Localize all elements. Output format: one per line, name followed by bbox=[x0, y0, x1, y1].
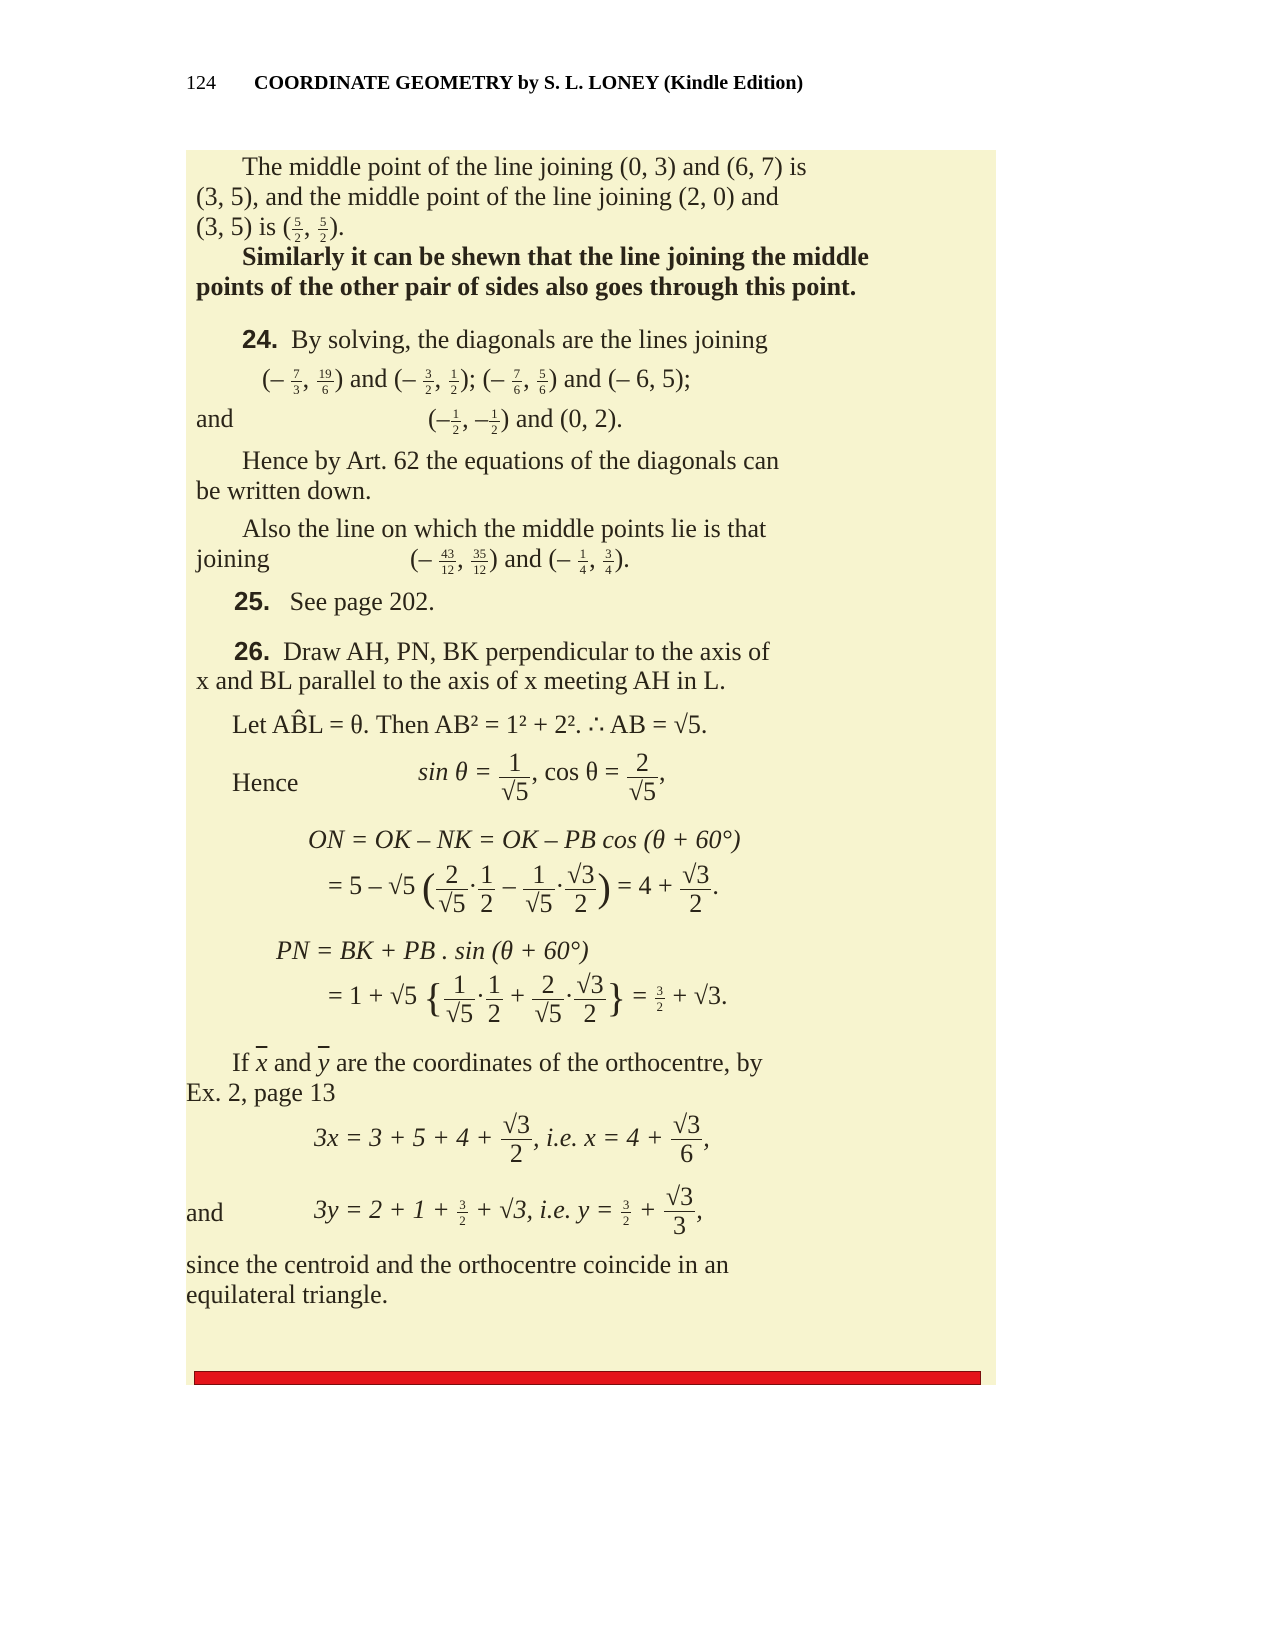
ex24-number: 24. bbox=[242, 324, 279, 354]
ex26-since1: since the centroid and the orthocentre coincide in an bbox=[186, 1250, 729, 1279]
ex25-number: 25. bbox=[234, 586, 271, 616]
ex26-hence: Hence bbox=[232, 768, 299, 797]
ex24-line3: (– $\frac{1}{2}$ , – $\frac{1}{2}$ ) and (0, 2). bbox=[428, 404, 623, 437]
ex26-since2: equilateral triangle. bbox=[186, 1280, 389, 1309]
ex26-ex-ref: Ex. 2, page 13 bbox=[186, 1078, 336, 1107]
para1-line3: (3, 5) is ( $\frac{5}{2}$ , $\frac{5}{2}$ ). bbox=[196, 212, 345, 245]
ex24-and: and bbox=[196, 404, 234, 433]
para1-line2: (3, 5), and the middle point of the line joining (2, 0) and bbox=[196, 182, 779, 211]
ex26-number: 26. bbox=[234, 636, 271, 666]
ex26-on-line: ON = OK – NK = OK – PB cos (θ + 60°) bbox=[308, 825, 741, 854]
ex26-eq-x: 3x = 3 + 5 + 4 + $\frac{√3}{2}$ , i.e. x = 4 + $\frac{√3}{6}$ , bbox=[314, 1110, 710, 1168]
running-title: COORDINATE GEOMETRY by S. L. LONEY (Kindle Edition) bbox=[254, 72, 804, 94]
ex24-line4: Hence by Art. 62 the equations of the diagonals can bbox=[242, 446, 780, 475]
page-number: 124 bbox=[186, 72, 216, 94]
page-end-bar bbox=[194, 1371, 981, 1385]
ex26-on-eq: = 5 – √5 ( $\frac{2}{√5}$ · $\frac{1}{2}$ – $\frac{1}{√5}$ · $\frac{√3}{2}$ ) = 4 + $\frac{√3}{2}$ . bbox=[328, 860, 719, 918]
ex26-eq-y: 3y = 2 + 1 + $\frac{3}{2}$ + √3, i.e. y = $\frac{3}{2}$ + $\frac{√3}{3}$ , bbox=[314, 1182, 703, 1240]
ex26-line1: 26. Draw AH, PN, BK perpendicular to the axis of bbox=[234, 636, 770, 666]
ex24-line7: (– $\frac{43}{12}$ , $\frac{35}{12}$ ) and (– $\frac{1}{4}$ , $\frac{3}{4}$ ). bbox=[410, 544, 630, 577]
frac: $\frac{5}{2}$ bbox=[294, 213, 301, 245]
ex26-if-line: If $\overline{x}$ and $\overline{y}$ are the coordinates of the orthocentre, by bbox=[232, 1048, 763, 1077]
para1-line1: The middle point of the line joining (0, 3) and (6, 7) is bbox=[242, 152, 807, 181]
ex26-eq-y-and: and bbox=[186, 1198, 224, 1227]
ex24-joining: joining bbox=[196, 544, 270, 573]
para1-line4: Similarly it can be shewn that the line joining the middle bbox=[242, 242, 869, 271]
ex26-let-line: Let AB̂L = θ. Then AB² = 1² + 2². ∴ AB = √5. bbox=[232, 710, 708, 739]
ex24-line2: (– $\frac{7}{3}$ , $\frac{19}{6}$ ) and (– $\frac{3}{2}$ , $\frac{1}{2}$ ); (– $\frac{7}{6}$ , $\frac{5}{6}$ ) and (– 6, 5); bbox=[262, 364, 691, 397]
para1-line5: points of the other pair of sides also goes through this point. bbox=[196, 272, 857, 301]
scanned-page bbox=[186, 150, 996, 1385]
ex24-line5: be written down. bbox=[196, 476, 372, 505]
page-header bbox=[186, 72, 803, 95]
ex26-line2: x and BL parallel to the axis of x meeting AH in L. bbox=[196, 666, 726, 695]
ex24-line6: Also the line on which the middle points lie is that bbox=[242, 514, 767, 543]
ex26-pn-line: PN = BK + PB . sin (θ + 60°) bbox=[276, 936, 589, 965]
ex26-pn-eq: = 1 + √5 { $\frac{1}{√5}$ · $\frac{1}{2}$ + $\frac{2}{√5}$ · $\frac{√3}{2}$ } = $\frac{3}{2}$ + √3. bbox=[328, 970, 728, 1028]
ex24-line1: 24. By solving, the diagonals are the lines joining bbox=[242, 324, 768, 354]
frac: $\frac{5}{2}$ bbox=[319, 213, 327, 245]
ex26-sin-cos: sin θ = $\frac{1}{√5}$ , cos θ = $\frac{2}{√5}$ , bbox=[418, 748, 666, 806]
ex25-line: 25. See page 202. bbox=[234, 586, 435, 616]
